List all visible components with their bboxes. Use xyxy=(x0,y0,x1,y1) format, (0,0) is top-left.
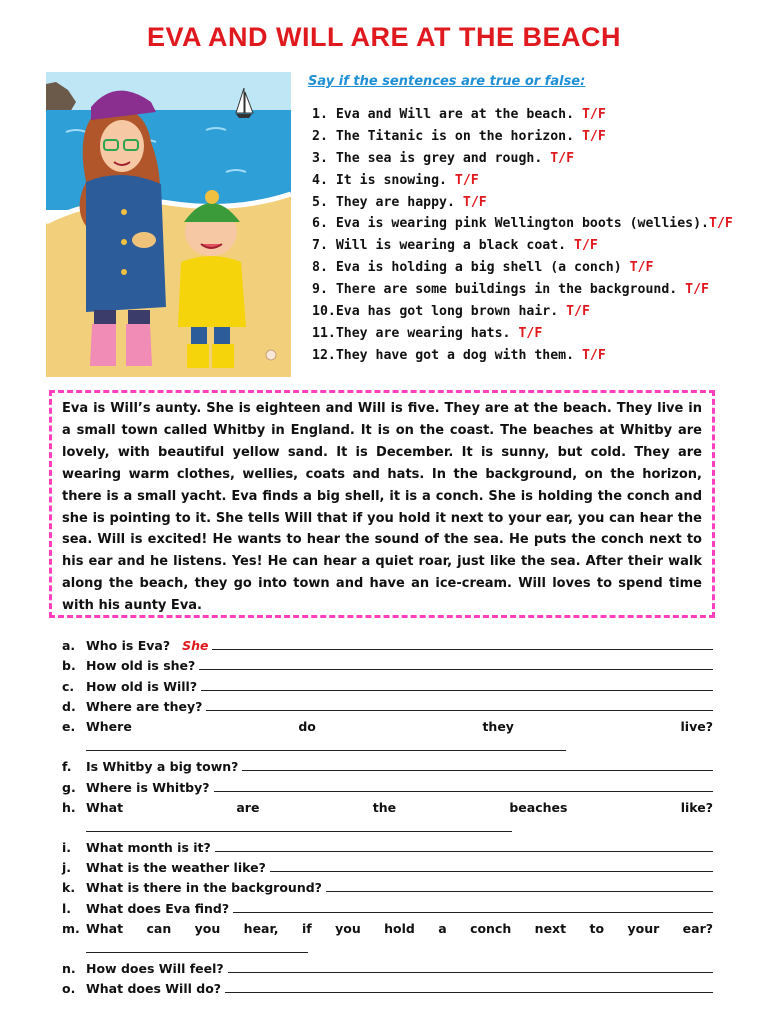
tf-number: 10. xyxy=(312,304,336,320)
question-word: ear? xyxy=(682,920,713,936)
tf-sentence xyxy=(312,345,733,367)
tf-marker: T/F xyxy=(581,107,606,122)
answer-line[interactable] xyxy=(214,791,713,792)
tf-marker: T/F xyxy=(709,216,733,232)
tf-sentence xyxy=(312,148,733,170)
beach-illustration xyxy=(46,72,291,377)
tf-number: 11. xyxy=(312,325,336,341)
question-row xyxy=(62,754,713,774)
question-word: can xyxy=(146,920,172,936)
worksheet-title: EVA AND WILL ARE AT THE BEACH xyxy=(147,22,621,52)
answer-line[interactable] xyxy=(86,831,512,832)
tf-text: Will is wearing a black coat. xyxy=(335,238,575,254)
tf-marker: T/F xyxy=(581,347,606,363)
answer-line-row xyxy=(62,936,713,956)
question-word: your xyxy=(627,920,660,936)
question-text: What is there in the background? xyxy=(86,880,322,896)
question-row xyxy=(62,875,713,895)
question-word: like? xyxy=(680,799,713,815)
question-word: What xyxy=(86,920,124,936)
question-letter: k. xyxy=(62,880,76,896)
question-text: How old is Will? xyxy=(86,678,198,694)
question-row xyxy=(62,633,713,653)
question-text: What does Will do? xyxy=(86,981,222,997)
tf-text: They are happy. xyxy=(335,194,463,210)
question-text xyxy=(86,921,713,936)
answer-line[interactable] xyxy=(86,952,308,953)
true-false-list xyxy=(312,104,733,367)
tf-number: 4. xyxy=(312,172,336,188)
question-word: you xyxy=(335,920,361,936)
tf-text: They are wearing hats. xyxy=(335,325,519,341)
question-word: conch xyxy=(470,920,512,936)
question-letter: c. xyxy=(62,678,75,694)
answer-line[interactable] xyxy=(215,851,713,852)
question-word: if xyxy=(301,920,312,936)
question-letter: h. xyxy=(62,799,76,815)
question-text: Who is Eva? xyxy=(86,638,171,654)
tf-sentence xyxy=(312,213,733,235)
tf-marker: T/F xyxy=(550,150,575,166)
tf-marker: T/F xyxy=(518,325,543,341)
tf-sentence xyxy=(312,235,733,257)
tf-sentence xyxy=(312,323,733,345)
question-row xyxy=(62,916,713,936)
tf-number: 3. xyxy=(312,150,336,166)
question-word: the xyxy=(372,799,397,815)
tf-text: They have got a dog with them. xyxy=(335,347,582,363)
question-text: Is Whitby a big town? xyxy=(86,759,239,775)
tf-sentence xyxy=(312,192,733,214)
question-word: What xyxy=(86,799,124,815)
tf-sentence xyxy=(312,257,733,279)
question-word: beaches xyxy=(509,799,568,815)
question-row xyxy=(62,956,713,976)
question-letter: i. xyxy=(62,840,72,856)
tf-number: 7. xyxy=(312,238,336,254)
tf-number: 2. xyxy=(312,128,336,144)
answer-line[interactable] xyxy=(228,972,713,973)
tf-text: Eva has got long brown hair. xyxy=(335,304,567,320)
tf-number: 12. xyxy=(312,347,336,363)
tf-marker: T/F xyxy=(566,304,590,320)
answer-line[interactable] xyxy=(326,891,713,892)
question-word: hold xyxy=(384,920,415,936)
shell xyxy=(266,350,276,360)
answer-line[interactable] xyxy=(225,992,713,993)
answer-line[interactable] xyxy=(212,649,713,650)
sand xyxy=(46,194,291,377)
tf-text: It is snowing. xyxy=(335,172,455,188)
story-text-box: Eva is Will’s aunty. She is eighteen and Will is five. They are at the beach. They live in a small town called Whitby in England. It is on the coast. The beaches at Whitby are lovely, with beautiful yellow sand. It is December. It is sunny, but cold. They are wearing warm clothes, wellies, coats and hats. In the background, on the horizon, there is a small yacht. Eva finds a big shell, it is a conch. She is holding the conch and she is pointing to it. She tells Will that if you hold it next to your ear, you can hear the sea. Will is excited! He wants to hear the sound of the sea. He puts the conch next to his ear and he listens. Yes! He can hear a quiet roar, just like the sea. After their walk along the beach, they go into town and have an ice-cream. Will loves to spend time with his aunty Eva. xyxy=(49,390,715,618)
tf-marker: T/F xyxy=(629,260,654,276)
tf-text: Eva and Will are at the beach. xyxy=(335,107,582,122)
question-letter: f. xyxy=(62,759,72,775)
question-text: Where are they? xyxy=(86,698,203,714)
tf-marker: T/F xyxy=(574,238,598,254)
question-letter: e. xyxy=(62,718,76,734)
tf-marker: T/F xyxy=(462,194,487,210)
tf-sentence xyxy=(312,279,733,301)
question-letter: g. xyxy=(62,779,76,795)
tf-marker: T/F xyxy=(454,172,479,188)
question-row xyxy=(62,835,713,855)
question-word: hear, xyxy=(243,920,279,936)
question-letter: a. xyxy=(62,638,76,654)
tf-number: 6. xyxy=(312,216,336,232)
question-letter: n. xyxy=(62,961,76,977)
question-word: Where xyxy=(86,718,132,734)
tf-text: The sea is grey and rough. xyxy=(335,150,551,166)
question-word: live? xyxy=(680,718,713,734)
question-word: to xyxy=(589,920,605,936)
question-text: How old is she? xyxy=(86,658,196,674)
answer-line[interactable] xyxy=(86,750,566,751)
tf-number: 1. xyxy=(312,107,336,122)
question-row xyxy=(62,774,713,794)
answer-line-row xyxy=(62,734,713,754)
question-text: What does Eva find? xyxy=(86,900,230,916)
tf-sentence xyxy=(312,104,733,126)
questions-list xyxy=(62,633,713,996)
question-row xyxy=(62,694,713,714)
question-word: you xyxy=(194,920,221,936)
tf-number: 5. xyxy=(312,194,336,210)
question-text: Where is Whitby? xyxy=(86,779,210,795)
question-text xyxy=(86,800,713,815)
answer-line-row xyxy=(62,815,713,835)
tf-instruction: Say if the sentences are true or false: xyxy=(308,74,586,89)
tf-text: Eva is wearing pink Wellington boots (wellies). xyxy=(335,216,709,232)
question-letter: l. xyxy=(62,900,72,916)
question-text: How does Will feel? xyxy=(86,961,224,977)
tf-text: Eva is holding a big shell (a conch) xyxy=(335,260,630,276)
question-letter: m. xyxy=(62,920,80,936)
question-letter: j. xyxy=(62,860,72,876)
question-letter: d. xyxy=(62,698,76,714)
tf-sentence xyxy=(312,301,733,323)
answer-line[interactable] xyxy=(201,690,713,691)
answer-line[interactable] xyxy=(242,770,713,771)
question-word: are xyxy=(236,799,260,815)
question-row xyxy=(62,895,713,915)
tf-sentence xyxy=(312,170,733,192)
tf-number: 9. xyxy=(312,282,336,298)
answer-line[interactable] xyxy=(199,669,713,670)
question-text: What month is it? xyxy=(86,840,211,856)
tf-text: There are some buildings in the background. xyxy=(335,282,686,298)
question-row xyxy=(62,855,713,875)
question-row xyxy=(62,795,713,815)
tf-sentence xyxy=(312,126,733,148)
question-row xyxy=(62,976,713,996)
question-letter: b. xyxy=(62,658,76,674)
sky xyxy=(46,72,291,112)
question-letter: o. xyxy=(62,981,76,997)
answer-line[interactable] xyxy=(233,912,713,913)
question-word: they xyxy=(482,718,514,734)
tf-number: 8. xyxy=(312,260,336,276)
answer-line[interactable] xyxy=(206,710,713,711)
question-text xyxy=(86,719,713,734)
question-row xyxy=(62,714,713,734)
tf-marker: T/F xyxy=(685,282,709,298)
question-row xyxy=(62,653,713,673)
question-word: a xyxy=(438,920,447,936)
question-text: What is the weather like? xyxy=(86,860,266,876)
tf-marker: T/F xyxy=(581,128,606,144)
question-row xyxy=(62,673,713,693)
question-word: do xyxy=(298,718,316,734)
sample-answer: She xyxy=(182,638,209,654)
answer-line[interactable] xyxy=(270,871,713,872)
tf-text: The Titanic is on the horizon. xyxy=(335,128,582,144)
question-word: next xyxy=(534,920,567,936)
